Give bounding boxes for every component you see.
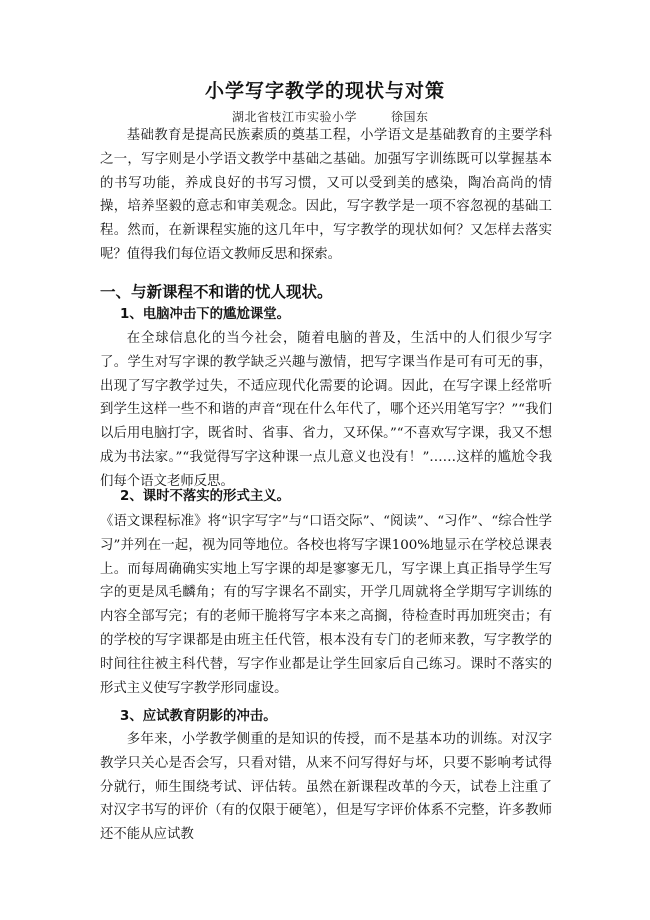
section-1-heading: 一、与新课程不和谐的忧人现状。 [100,283,333,301]
subsection-2-heading: 2、课时不落实的形式主义。 [120,489,291,504]
subsection-3-heading: 3、应试教育阴影的冲击。 [120,709,277,724]
document-title: 小学写字教学的现状与对策 [204,80,445,102]
byline [232,108,429,125]
subsection-2-paragraph: 《语文课程标准》将“识字写字”与“口语交际”、“阅读”、“习作”、“综合性学习”并列在一起，视为同等地位。各校也将写字课100%地显示在学校总课表上。而每周确确实实地上写字课的却是寥寥无几，写字课上真正指导学生写字的更是凤毛麟角；有的写字课名不副实，开学几周就将全学期写字训练的内容全部写完；有的老师干脆将写字本来之高搁，待检查时再加班突击；有的学校的写字课都是由班主任代管，根本没有专门的老师来教，写字教学的时间往往被主科代替，写字作业都是让学生回家后自己练习。课时不落实的形式主义使写字教学形同虚设。 [100,514,552,696]
author-school: 湖北省枝江市实验小学 [232,110,358,124]
intro-paragraph: 基础教育是提高民族素质的奠基工程，小学语文是基础教育的主要学科之一，写字则是小学语文教学中基础之基础。加强写字训练既可以掌握基本的书写功能，养成良好的书写习惯，又可以受到美的感染，陶冶高尚的情操，培养坚毅的意志和审美观念。因此，写字教学是一项不容忽视的基础工程。然而，在新课程实施的这几年中，写字教学的现状如何？又怎样去落实呢？值得我们每位语文教师反思和探索。 [100,128,552,262]
subsection-3-paragraph: 多年来，小学教学侧重的是知识的传授，而不是基本功的训练。对汉字教学只关心是否会写，只看对错，从来不问写得好与坏，只要不影响考试得分就行，师生围绕考试、评估转。虽然在新课程改革的今天，试卷上注重了对汉字书写的评价（有的仅限于硬笔），但是写字评价体系不完整，许多教师还不能从应试教 [100,732,552,843]
subsection-1-paragraph: 在全球信息化的当今社会，随着电脑的普及，生活中的人们很少写字了。学生对写字课的教学缺乏兴趣与激情，把写字课当作是可有可无的事，出现了写字教学过失，不适应现代化需要的论调。因此，在写字课上经常听到学生这样一些不和谐的声音“现在什么年代了，哪个还兴用笔写字？”“我们以后用电脑打字，既省时、省事、省力，又环保。”“不喜欢写字课，我又不想成为书法家。”“我觉得写字这种课一点儿意义也没有！”……这样的尴尬令我们每个语文老师反思。 [100,331,552,489]
subsection-1-heading: 1、电脑冲击下的尴尬课堂。 [120,307,291,322]
author-name: 徐国东 [391,110,429,124]
